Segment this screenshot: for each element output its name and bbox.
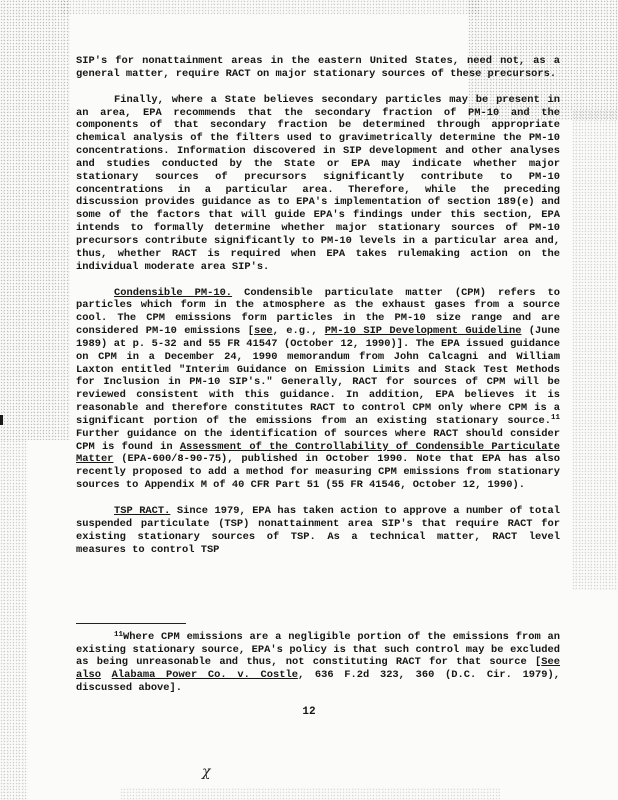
- assessment-title: Assessment of the Controllability of Condensible Particulate Matter: [76, 440, 560, 466]
- text-run: Since 1979, EPA has taken action to approve a number of total suspended particulate (TSP) nonattainment area SIP's that require RACT for existing stationary sources of TSP. As a technical matter, RACT level measures to control TSP: [76, 505, 560, 556]
- citation-signal: see: [253, 325, 273, 338]
- text-run: (EPA-600/8-90-75), published in October 1990. Note that EPA has also recently proposed to add a method for measuring CPM emissions from stationary sources to Appendix M of 40 CFR Part 51 (55 FR 41546, October 12, 1990).: [76, 453, 560, 492]
- text-run: (June 1989) at p. 5-32 and 55 FR 41547 (October 12, 1990)]. The EPA issued guidance on CPM in a December 24, 1990 memorandum from John Calcagni and William Laxton entitled "Interim Guidance on Emission Limits and Stack Test Methods for Inclusion in PM-10 SIP's." Generally, RACT for sources of CPM will be reviewed consistent with this guidance. In addition, EPA believes it is reasonable and therefore constitutes RACT to control CPM only where CPM is a significant portion of the emissions from an existing stationary source.: [76, 325, 560, 427]
- text-run: Where CPM emissions are a negligible portion of the emissions from an existing stationary source, EPA's policy is that such control may be excluded as being unreasonable and thus, not constituting RACT for that source [: [76, 631, 560, 669]
- footnote-marker: 11: [114, 631, 124, 639]
- handwritten-mark: χ: [202, 764, 211, 780]
- paragraph-secondary-particles: Finally, where a State believes secondary particles may be present in an area, EPA recommends that the secondary fraction of PM-10 and the components of that secondary fraction be determined through appropriate chemical analysis of the filters used to gravimetrically determine the PM-10 concentrations. Information discovered in SIP development and other analyses and studies conducted by the State or EPA may indicate whether major stationary sources of precursors significantly contribute to PM-10 concentrations in a particular area. Therefore, while the preceding discussion provides guidance as to EPA's implementation of section 189(e) and some of the factors that will guide EPA's findings under this section, EPA intends to formally determine whether major stationary sources of PM-10 precursors contribute significantly to PM-10 levels in a particular area and, thus, whether RACT is required when EPA takes rulemaking action on the individual moderate area SIP's.: [76, 93, 560, 273]
- text-run: [101, 669, 112, 681]
- case-name: Alabama Power Co. v. Costle: [111, 669, 298, 682]
- scan-noise: [60, 0, 480, 14]
- page-number: 12: [302, 706, 316, 718]
- text-run: , e.g.,: [272, 325, 325, 338]
- text-run: Condensible particulate matter (CPM) refers to particles which form in the atmosphere as the exhaust gases from a source cool. The CPM emissions form particles in the PM-10 size range and are considered PM-10 emissions [: [76, 286, 560, 338]
- footnote-reference: 11: [550, 413, 560, 422]
- paragraph-precursor-ract: SIP's for nonattainment areas in the eastern United States, need not, as a general matter, require RACT on major stationary sources of these precursors.: [76, 55, 560, 80]
- footnote-divider: [76, 623, 186, 624]
- footnote: [76, 631, 560, 695]
- text-run: Further guidance on the identification of sources where RACT should consider CPM is found in: [76, 427, 560, 453]
- body-text: [76, 55, 560, 556]
- scan-noise: [0, 0, 70, 440]
- section-heading-tsp: TSP RACT.: [114, 505, 171, 517]
- guideline-title: PM-10 SIP Development Guideline: [324, 325, 522, 338]
- text-run: , 636 F.2d 323, 360 (D.C. Cir. 1979), discussed above].: [76, 669, 560, 694]
- section-heading-condensible: Condensible PM-10.: [114, 286, 233, 299]
- citation-signal: See also: [76, 656, 560, 682]
- scan-noise: [120, 788, 500, 800]
- scan-noise: [572, 110, 618, 590]
- paragraph-tsp-ract: [76, 505, 560, 556]
- paragraph-condensible-pm10: [76, 287, 560, 493]
- scan-edge-mark: [0, 415, 3, 425]
- scan-noise: [0, 440, 28, 800]
